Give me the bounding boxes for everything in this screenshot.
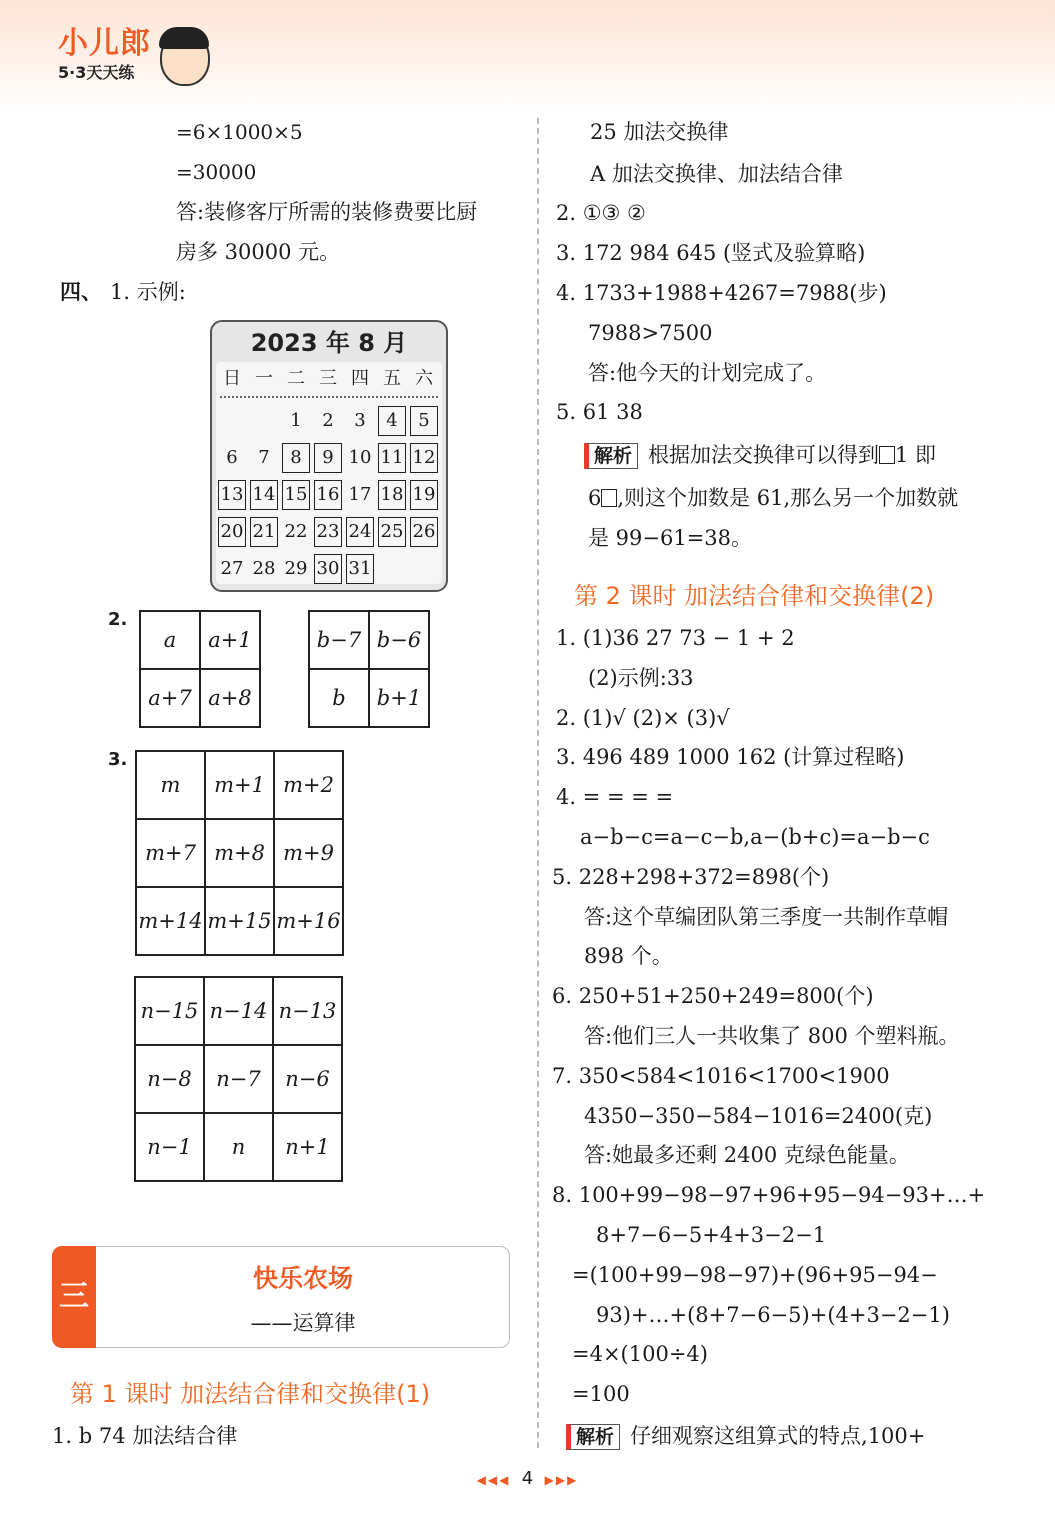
calendar-day: 12	[410, 443, 438, 473]
calendar-day: 25	[378, 517, 406, 547]
series-name: 5·3天天练	[58, 63, 135, 82]
answer-line: 898 个。	[584, 944, 673, 969]
answer-line: 8. 100+99−98−97+96+95−94−93+…+	[552, 1183, 986, 1208]
analysis-text: ,则这个加数是 61,那么另一个加数就	[617, 486, 959, 510]
table-cell: m+1	[205, 751, 274, 819]
grid-table-a	[139, 610, 261, 728]
table-cell: m+8	[205, 819, 274, 887]
calendar-title: 2023 年 8 月	[250, 329, 408, 357]
calendar-day: 30	[314, 554, 342, 584]
table-cell: m+15	[205, 887, 274, 955]
answer-line: 4350−350−584−1016=2400(克)	[584, 1103, 933, 1128]
analysis-tag: 解析	[584, 443, 638, 469]
blank-box-icon	[879, 446, 895, 464]
calendar-day: 29	[284, 558, 308, 579]
calendar-body	[216, 362, 442, 584]
unit-title: 快乐农场	[252, 1264, 353, 1293]
calendar-day: 17	[348, 484, 372, 505]
calendar-day: 5	[410, 406, 438, 436]
answer-line: 答:这个草编团队第三季度一共制作草帽	[584, 904, 949, 929]
answer-line: A 加法交换律、加法结合律	[590, 162, 843, 186]
table-cell: n	[204, 1113, 273, 1181]
answer-line: 答:他们三人一共收集了 800 个塑料瓶。	[584, 1024, 960, 1048]
unit-subtitle: ——运算律	[250, 1311, 356, 1335]
analysis-text: 1 即	[895, 443, 937, 467]
unit-number: 三	[52, 1246, 96, 1348]
table-cell: n−6	[273, 1045, 342, 1113]
calendar-day: 14	[250, 480, 278, 510]
table-cell: n−1	[135, 1113, 204, 1181]
calc-line: =6×1000×5	[176, 120, 303, 144]
answer-line: =4×(100÷4)	[572, 1342, 708, 1367]
grid-table-m	[135, 750, 344, 956]
calendar-day: 8	[282, 443, 310, 473]
analysis-text: 6	[588, 486, 602, 510]
answer-line: 4. = = = =	[556, 785, 674, 810]
calendar-weekday: 五	[383, 368, 401, 389]
answer-line: 1. b 74 加法结合律	[52, 1424, 238, 1448]
answer-line: 7. 350<584<1016<1700<1900	[552, 1063, 890, 1088]
calendar-day: 7	[258, 447, 270, 468]
analysis-block	[588, 484, 958, 512]
answer-line: 3. 496 489 1000 162 (计算过程略)	[556, 745, 905, 770]
table-cell: a+1	[200, 611, 260, 669]
table-cell: b−7	[309, 611, 369, 669]
table-cell: a+7	[140, 669, 200, 727]
analysis-text: 根据加法交换律可以得到	[648, 443, 880, 467]
question-label: 1. 示例:	[110, 280, 186, 304]
mascot-icon	[160, 30, 210, 86]
analysis-block	[566, 1422, 925, 1450]
calendar-day: 11	[378, 443, 406, 473]
table-cell: m+7	[136, 819, 205, 887]
question-label: 2.	[108, 609, 128, 630]
answer-line: 3. 172 984 645 (竖式及验算略)	[556, 241, 866, 265]
table-cell: a	[140, 611, 200, 669]
lesson-title: 第 2 课时 加法结合律和交换律(2)	[574, 582, 935, 610]
unit-banner	[52, 1246, 510, 1348]
calendar	[210, 320, 448, 592]
answer-line: 答:他今天的计划完成了。	[588, 361, 827, 385]
table-cell: n−15	[135, 977, 204, 1045]
answer-line: 2. ①③ ②	[556, 201, 646, 225]
calendar-day: 4	[378, 406, 406, 436]
calendar-day: 28	[252, 558, 276, 579]
answer-line: 5. 61 38	[556, 400, 643, 424]
answer-line: 7988>7500	[588, 321, 713, 345]
calendar-weekday: 一	[255, 368, 273, 389]
table-cell: m+2	[274, 751, 343, 819]
calendar-day: 1	[290, 410, 302, 431]
answer-line: 25 加法交换律	[590, 120, 729, 144]
table-cell: n−14	[204, 977, 273, 1045]
calendar-day: 3	[354, 410, 366, 431]
question-label: 3.	[108, 749, 128, 770]
analysis-tag: 解析	[566, 1424, 620, 1450]
calendar-day: 21	[250, 517, 278, 547]
table-cell: b−6	[369, 611, 429, 669]
analysis-text: 仔细观察这组算式的特点,100+	[630, 1424, 926, 1448]
table-cell: b	[309, 669, 369, 727]
table-cell: b+1	[369, 669, 429, 727]
brand-logo	[58, 28, 151, 83]
calendar-day: 26	[410, 517, 438, 547]
page-number	[440, 1468, 615, 1489]
section-four-label: 四、	[60, 280, 102, 304]
answer-line: 答:装修客厅所需的装修费要比厨	[176, 200, 478, 224]
answer-line: 1. (1)36 27 73 − 1 + 2	[556, 626, 795, 650]
answer-line: 6. 250+51+250+249=800(个)	[552, 984, 874, 1009]
calendar-day: 15	[282, 480, 310, 510]
table-cell: m+9	[274, 819, 343, 887]
answer-line: 2. (1)√ (2)× (3)√	[556, 705, 730, 730]
table-cell: a+8	[200, 669, 260, 727]
answer-line: 答:她最多还剩 2400 克绿色能量。	[584, 1143, 910, 1168]
calendar-day: 13	[218, 480, 246, 510]
calendar-day: 10	[348, 447, 372, 468]
calendar-day: 27	[220, 558, 244, 579]
brand-name: 小儿郎	[58, 26, 151, 61]
next-arrows-icon: ▶▶▶	[544, 1473, 579, 1487]
table-cell: n−7	[204, 1045, 273, 1113]
answer-line: =(100+99−98−97)+(96+95−94−	[572, 1262, 938, 1287]
answer-line: 4. 1733+1988+4267=7988(步)	[556, 281, 887, 305]
calendar-day: 31	[346, 554, 374, 584]
answer-line: 房多 30000 元。	[176, 240, 341, 264]
prev-arrows-icon: ◀◀◀	[476, 1473, 511, 1487]
calendar-day: 20	[218, 517, 246, 547]
lesson-title: 第 1 课时 加法结合律和交换律(1)	[70, 1380, 431, 1408]
table-cell: n−8	[135, 1045, 204, 1113]
calendar-day: 19	[410, 480, 438, 510]
blank-box-icon	[601, 489, 617, 507]
answer-line: (2)示例:33	[588, 665, 694, 690]
calendar-weekday: 三	[319, 368, 337, 389]
table-cell: n−13	[273, 977, 342, 1045]
header-band	[0, 0, 1055, 110]
analysis-block	[584, 441, 936, 469]
table-cell: m	[136, 751, 205, 819]
answer-line: 93)+…+(8+7−6−5)+(4+3−2−1)	[596, 1302, 950, 1327]
table-cell: n+1	[273, 1113, 342, 1181]
calendar-weekday: 日	[223, 368, 241, 389]
answer-line: =100	[572, 1382, 630, 1407]
page-number-text: 4	[521, 1468, 534, 1489]
analysis-text: 是 99−61=38。	[588, 526, 753, 550]
calendar-day: 22	[284, 521, 308, 542]
table-cell: m+14	[136, 887, 205, 955]
calendar-day: 2	[322, 410, 334, 431]
answer-line: 8+7−6−5+4+3−2−1	[596, 1223, 827, 1247]
calendar-day: 18	[378, 480, 406, 510]
calc-line: =30000	[176, 160, 257, 184]
grid-table-n	[134, 976, 343, 1182]
calendar-day: 16	[314, 480, 342, 510]
calendar-weekday: 六	[415, 368, 433, 389]
calendar-divider	[220, 396, 438, 398]
calendar-weekday: 四	[351, 368, 369, 389]
calendar-day: 23	[314, 517, 342, 547]
column-divider	[537, 118, 539, 1448]
calendar-day: 6	[226, 447, 238, 468]
calendar-weekday: 二	[287, 368, 305, 389]
calendar-day: 24	[346, 517, 374, 547]
table-cell: m+16	[274, 887, 343, 955]
calendar-day: 9	[314, 443, 342, 473]
answer-line: a−b−c=a−c−b,a−(b+c)=a−b−c	[580, 825, 930, 849]
grid-table-b	[308, 610, 430, 728]
answer-line: 5. 228+298+372=898(个)	[552, 864, 830, 889]
